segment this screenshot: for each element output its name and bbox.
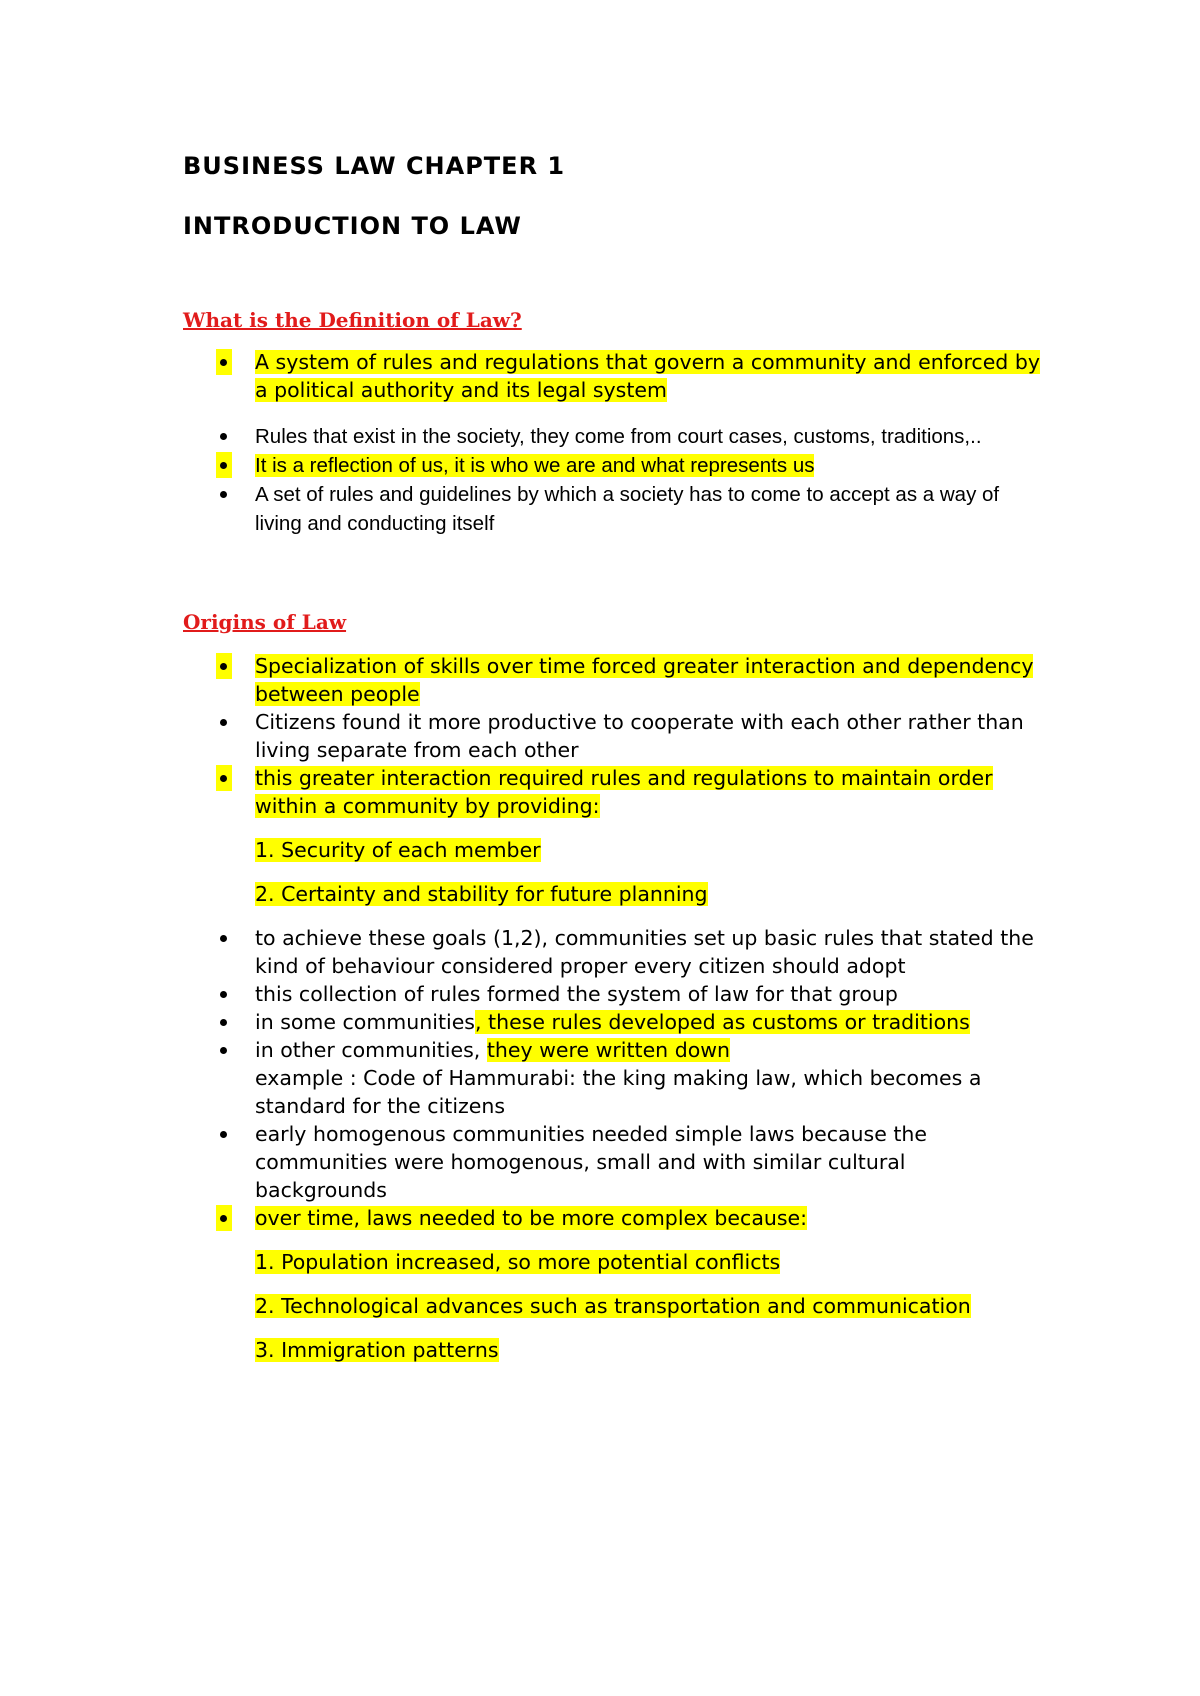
- bullet-icon: [220, 1019, 227, 1026]
- bullet-icon: [220, 491, 227, 498]
- bullet-icon: [220, 462, 227, 469]
- providing-point: [183, 880, 1043, 908]
- list-item: [183, 924, 1043, 980]
- list-item-text: Rules that exist in the society, they come from court cases, customs, traditions,..: [255, 425, 982, 448]
- origins-list-a: [183, 652, 1043, 820]
- bullet-icon: [220, 991, 227, 998]
- bullet-icon: [220, 719, 227, 726]
- list-item-text: Specialization of skills over time forced greater interaction and dependency between people: [255, 654, 1034, 706]
- list-item: [183, 480, 1043, 538]
- section-title-definition: What is the Definition of Law?: [183, 308, 522, 332]
- list-item-text: in some communities: [255, 1010, 475, 1034]
- point-text: 1. Population increased, so more potential conflicts: [255, 1250, 781, 1274]
- list-item-text: over time, laws needed to be more complex because:: [255, 1206, 808, 1230]
- providing-point: [183, 836, 1043, 864]
- list-item-highlight: , these rules developed as customs or traditions: [475, 1010, 970, 1034]
- list-item-text: A set of rules and guidelines by which a society has to come to accept as a way of living and conducting itself: [255, 483, 1000, 535]
- bullet-icon: [220, 935, 227, 942]
- list-item-text: A system of rules and regulations that govern a community and enforced by a political authority and its legal system: [255, 350, 1040, 402]
- list-item-text: to achieve these goals (1,2), communities set up basic rules that stated the kind of behaviour considered proper every citizen should adopt: [255, 926, 1034, 978]
- bullet-icon: [220, 1215, 227, 1222]
- point-text: 1. Security of each member: [255, 838, 541, 862]
- list-item-text: this collection of rules formed the system of law for that group: [255, 982, 898, 1006]
- bullet-icon: [220, 433, 227, 440]
- bullet-icon: [220, 663, 227, 670]
- complexity-point: [183, 1248, 1043, 1276]
- chapter-subtitle: INTRODUCTION TO LAW: [183, 212, 522, 240]
- bullet-icon: [220, 359, 227, 366]
- list-item: [183, 348, 1043, 404]
- document-body: [183, 148, 1043, 1364]
- list-item: [183, 1204, 1043, 1232]
- example-text: example : Code of Hammurabi: the king making law, which becomes a standard for the citizens: [255, 1066, 982, 1118]
- complexity-point: [183, 1336, 1043, 1364]
- list-item: [183, 422, 1043, 451]
- bullet-icon: [220, 1047, 227, 1054]
- point-text: 2. Certainty and stability for future planning: [255, 882, 708, 906]
- list-item: [183, 764, 1043, 820]
- list-item: [183, 1008, 1043, 1036]
- list-item-text: in other communities,: [255, 1038, 487, 1062]
- chapter-title: BUSINESS LAW CHAPTER 1: [183, 152, 566, 180]
- list-item-text: It is a reflection of us, it is who we are and what represents us: [255, 454, 815, 477]
- complexity-point: [183, 1292, 1043, 1320]
- list-item-highlight: they were written down: [486, 1038, 731, 1062]
- list-item: [183, 980, 1043, 1008]
- list-item-text: Citizens found it more productive to cooperate with each other rather than living separate from each other: [255, 710, 1024, 762]
- point-text: 2. Technological advances such as transportation and communication: [255, 1294, 971, 1318]
- bullet-icon: [220, 775, 227, 782]
- bullet-icon: [220, 1131, 227, 1138]
- list-item: [183, 1036, 1043, 1120]
- list-item: [183, 1120, 1043, 1204]
- list-item: [183, 652, 1043, 708]
- list-item-text: early homogenous communities needed simple laws because the communities were homogenous, small and with similar cultural backgrounds: [255, 1122, 927, 1202]
- origins-list-b: [183, 924, 1043, 1232]
- list-item-text: this greater interaction required rules and regulations to maintain order within a community by providing:: [255, 766, 993, 818]
- list-item: [183, 451, 1043, 480]
- section-title-origins: Origins of Law: [183, 610, 347, 634]
- list-item: [183, 708, 1043, 764]
- definition-list: [183, 348, 1043, 538]
- point-text: 3. Immigration patterns: [255, 1338, 499, 1362]
